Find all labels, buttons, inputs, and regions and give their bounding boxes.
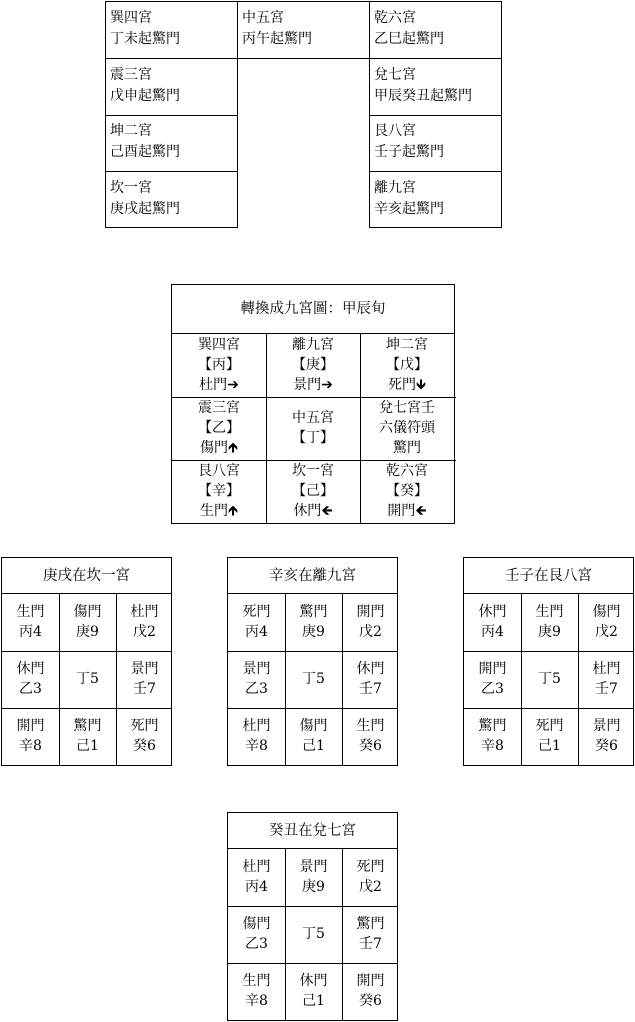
cell-line: 景門: [592, 718, 621, 734]
palace-name: 坤二宮: [110, 123, 152, 139]
table-cell: [59, 708, 116, 765]
cell-line: 生門: [242, 973, 271, 989]
cell-line: 杜門: [592, 661, 621, 677]
cell-line: 丁5: [302, 926, 325, 942]
cell-line: 景門➔: [293, 377, 333, 393]
cell-line: 己1: [538, 738, 561, 754]
table-cell: [228, 963, 285, 1020]
table-title: 癸丑在兌七宮: [228, 813, 397, 849]
table-cell: [228, 906, 285, 963]
cell-line: 丙4: [481, 624, 504, 640]
cell-line: 巽四宮: [198, 337, 240, 353]
cell-line: 戊2: [595, 624, 618, 640]
palace-start: 己酉起驚門: [110, 144, 180, 160]
table-cell: [464, 708, 521, 765]
table-cell: [521, 594, 578, 651]
table-cell: [285, 906, 342, 963]
table-cell: [285, 708, 342, 765]
table-cell: [228, 849, 285, 906]
cell-line: 戊2: [359, 879, 382, 895]
table-cell: [285, 963, 342, 1020]
table-cell: [2, 651, 59, 708]
palace-start: 甲辰癸丑起驚門: [374, 88, 472, 104]
cell-line: 生門: [16, 604, 45, 620]
cell-line: 丁5: [538, 671, 561, 687]
cell-line: 生門🡹: [199, 503, 239, 519]
cell-line: 開門🡸: [387, 503, 427, 519]
cell-line: 【丙】: [198, 357, 240, 373]
cell-line: 乙3: [245, 681, 268, 697]
table-cell: [342, 906, 399, 963]
cell-line: 癸6: [133, 738, 156, 754]
cell-line: 兌七宮壬: [379, 400, 435, 416]
table-cell: [464, 594, 521, 651]
palace-name: 兌七宮: [374, 67, 416, 83]
cell-line: 傷門: [299, 718, 328, 734]
cell-line: 壬7: [595, 681, 618, 697]
cell-line: 杜門➔: [199, 377, 239, 393]
table-cell: [228, 708, 285, 765]
cell-line: 死門: [356, 859, 385, 875]
table-cell: [2, 708, 59, 765]
cell-line: 驚門: [73, 718, 102, 734]
cell-line: 癸6: [595, 738, 618, 754]
palace-gen8: [369, 114, 444, 163]
table-cell: [285, 849, 342, 906]
cell-line: 震三宮: [198, 400, 240, 416]
cell-line: 丁5: [76, 671, 99, 687]
cell-line: 乙3: [481, 681, 504, 697]
palace-name: 坎一宮: [110, 180, 152, 196]
cell-line: 【丁】: [292, 430, 334, 446]
conv-cell-kun2: [360, 334, 454, 397]
table-cell: [116, 651, 173, 708]
table-cell: [116, 594, 173, 651]
cell-line: 開門: [356, 604, 385, 620]
table-cell: [342, 849, 399, 906]
cell-line: 休門🡸: [293, 503, 333, 519]
cell-line: 驚門: [356, 916, 385, 932]
table-cell: [342, 651, 399, 708]
cell-line: 坤二宮: [386, 337, 428, 353]
palace-name: 震三宮: [110, 67, 152, 83]
table-cell: [342, 708, 399, 765]
cell-line: 生門: [356, 718, 385, 734]
conv-cell-xun4: [172, 334, 266, 397]
cell-line: 庚9: [302, 624, 325, 640]
table-gengxu: [1, 557, 172, 766]
cell-line: 己1: [302, 738, 325, 754]
cell-line: 休門: [478, 604, 507, 620]
palace-start: 壬子起驚門: [374, 144, 444, 160]
table-cell: [578, 708, 635, 765]
cell-line: 生門: [535, 604, 564, 620]
table-cell: [228, 594, 285, 651]
cell-line: 【辛】: [198, 483, 240, 499]
cell-line: 開門: [356, 973, 385, 989]
cell-line: 艮八宮: [198, 463, 240, 479]
cell-line: 傷門: [242, 916, 271, 932]
cell-line: 丙4: [19, 624, 42, 640]
cell-line: 休門: [356, 661, 385, 677]
table-title: 辛亥在離九宮: [228, 558, 397, 594]
cell-line: 驚門: [393, 440, 421, 456]
table-xinhai: [227, 557, 398, 766]
palace-start: 庚戌起驚門: [110, 201, 180, 217]
cell-line: 六儀符頭: [379, 420, 435, 436]
cell-line: 【乙】: [198, 420, 240, 436]
palace-dui7: [369, 58, 472, 107]
cell-line: 【庚】: [292, 357, 334, 373]
cell-line: 辛8: [245, 993, 268, 1009]
cell-line: 開門: [16, 718, 45, 734]
table-cell: [342, 963, 399, 1020]
cell-line: 己1: [302, 993, 325, 1009]
cell-line: 開門: [478, 661, 507, 677]
cell-line: 杜門: [242, 718, 271, 734]
table-cell: [578, 651, 635, 708]
cell-line: 丁5: [302, 671, 325, 687]
cell-line: 死門: [242, 604, 271, 620]
cell-line: 辛8: [245, 738, 268, 754]
table-cell: [521, 708, 578, 765]
cell-line: 【癸】: [386, 483, 428, 499]
cell-line: 丙4: [245, 624, 268, 640]
palace-kan1: [105, 171, 180, 220]
table-cell: [59, 594, 116, 651]
palace-qian6: [369, 1, 444, 50]
cell-line: 休門: [16, 661, 45, 677]
palace-start: 乙巳起驚門: [374, 31, 444, 47]
conversion-table: [171, 284, 455, 524]
palace-name: 離九宮: [374, 180, 416, 196]
cell-line: 乙3: [245, 936, 268, 952]
cell-line: 庚9: [76, 624, 99, 640]
palace-start: 戊申起驚門: [110, 88, 180, 104]
palace-kun2: [105, 114, 180, 163]
cell-line: 死門: [130, 718, 159, 734]
conv-cell-gen8: [172, 460, 266, 523]
cell-line: 離九宮: [292, 337, 334, 353]
palace-zhong5: [237, 1, 312, 50]
table-cell: [2, 594, 59, 651]
table-cell: [578, 594, 635, 651]
table-cell: [116, 708, 173, 765]
cell-line: 壬7: [359, 681, 382, 697]
conv-cell-kan1: [266, 460, 360, 523]
cell-line: 辛8: [481, 738, 504, 754]
table-title: 壬子在艮八宮: [464, 558, 633, 594]
palace-xun4: [105, 1, 180, 50]
cell-line: 景門: [242, 661, 271, 677]
cell-line: 死門🡻: [387, 377, 427, 393]
cell-line: 傷門: [73, 604, 102, 620]
cell-line: 癸6: [359, 993, 382, 1009]
palace-name: 艮八宮: [374, 123, 416, 139]
palace-start: 辛亥起驚門: [374, 201, 444, 217]
cell-line: 休門: [299, 973, 328, 989]
table-cell: [521, 651, 578, 708]
palace-start: 丙午起驚門: [242, 31, 312, 47]
cell-line: 死門: [535, 718, 564, 734]
cell-line: 壬7: [133, 681, 156, 697]
table-cell: [285, 594, 342, 651]
cell-line: 杜門: [242, 859, 271, 875]
conv-cell-dui7: [360, 397, 454, 460]
cell-line: 【戊】: [386, 357, 428, 373]
conv-cell-qian6: [360, 460, 454, 523]
cell-line: 【己】: [292, 483, 334, 499]
cell-line: 庚9: [538, 624, 561, 640]
cell-line: 驚門: [478, 718, 507, 734]
table-cell: [464, 651, 521, 708]
palace-start: 丁未起驚門: [110, 31, 180, 47]
table-title: 庚戌在坎一宮: [2, 558, 171, 594]
cell-line: 景門: [299, 859, 328, 875]
palace-name: 乾六宮: [374, 10, 416, 26]
cell-line: 乾六宮: [386, 463, 428, 479]
cell-line: 驚門: [299, 604, 328, 620]
cell-line: 戊2: [133, 624, 156, 640]
cell-line: 景門: [130, 661, 159, 677]
table-cell: [228, 651, 285, 708]
cell-line: 杜門: [130, 604, 159, 620]
table-renzi: [463, 557, 634, 766]
cell-line: 丙4: [245, 879, 268, 895]
palace-name: 中五宮: [242, 10, 284, 26]
palace-li9: [369, 171, 444, 220]
cell-line: 傷門🡹: [199, 440, 239, 456]
cell-line: 壬7: [359, 936, 382, 952]
conv-cell-zhen3: [172, 397, 266, 460]
conv-cell-li9: [266, 334, 360, 397]
table-guichou: [227, 812, 398, 1021]
palace-zhen3: [105, 58, 180, 107]
conversion-title: 轉換成九宮圖：甲辰旬: [172, 285, 454, 334]
cell-line: 中五宮: [292, 410, 334, 426]
cell-line: 戊2: [359, 624, 382, 640]
conversion-grid: [172, 334, 454, 523]
conv-cell-zhong5: [266, 397, 360, 460]
cell-line: 辛8: [19, 738, 42, 754]
cell-line: 坎一宮: [292, 463, 334, 479]
cell-line: 己1: [76, 738, 99, 754]
table-cell: [342, 594, 399, 651]
table-cell: [59, 651, 116, 708]
cell-line: 癸6: [359, 738, 382, 754]
cell-line: 傷門: [592, 604, 621, 620]
table-cell: [285, 651, 342, 708]
cell-line: 乙3: [19, 681, 42, 697]
cell-line: 庚9: [302, 879, 325, 895]
palace-name: 巽四宮: [110, 10, 152, 26]
